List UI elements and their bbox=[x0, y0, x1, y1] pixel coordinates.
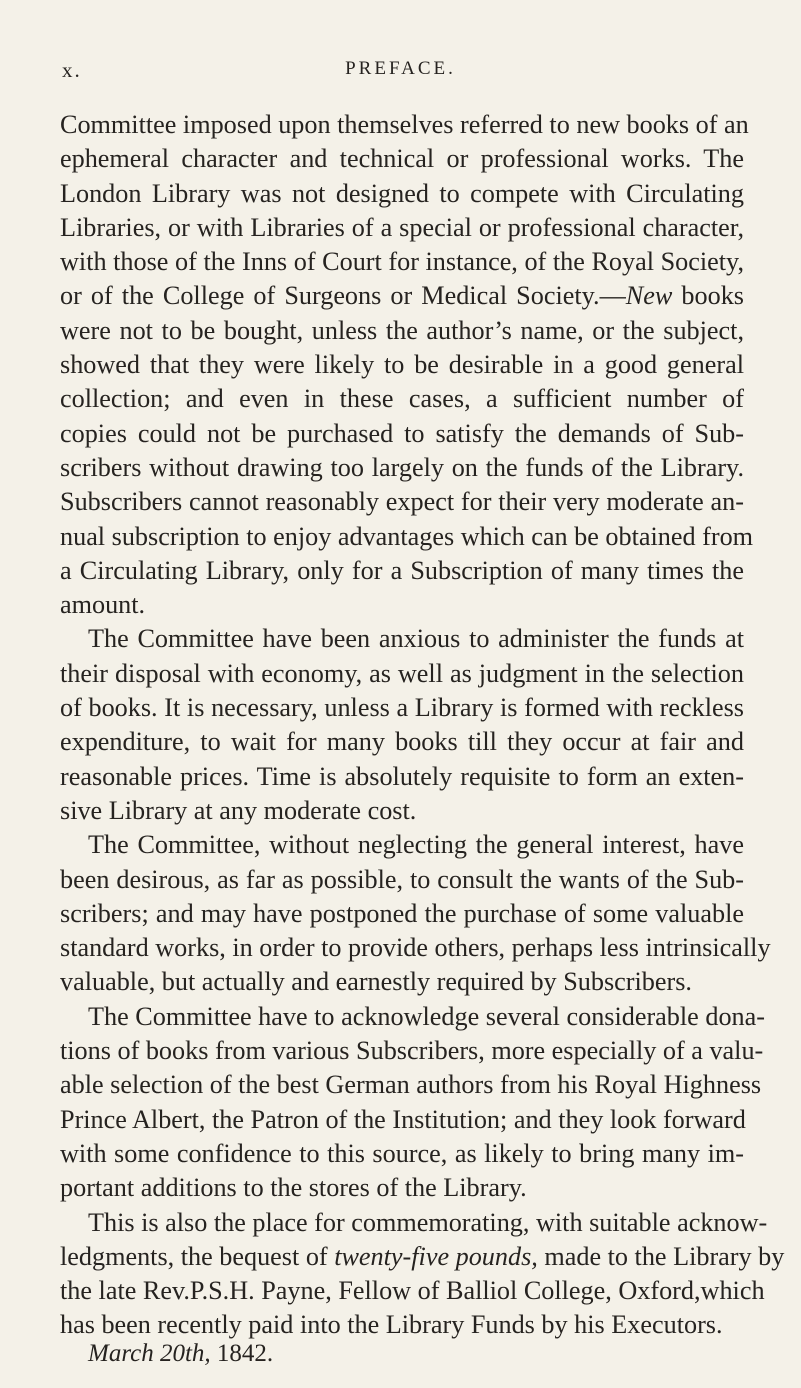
preface-body bbox=[60, 108, 785, 1343]
date-month-day: March 20th, bbox=[88, 1340, 211, 1367]
text-line: their disposal with economy, as well as judgment in the selection bbox=[60, 658, 744, 688]
text-line: been desirous, as far as possible, to consult the wants of the Sub- bbox=[60, 864, 744, 894]
text-line: collection; and even in these cases, a sufficient number of bbox=[60, 384, 744, 414]
text-line: a Circulating Library, only for a Subscription of many times the bbox=[60, 555, 744, 585]
text-line: nual subscription to enjoy advantages which can be obtained from bbox=[60, 521, 754, 551]
italic-phrase: New bbox=[625, 281, 673, 311]
text-line: tions of books from various Subscribers, more especially of a valu- bbox=[60, 1036, 764, 1066]
text-line: ledgments, the bequest of twenty-five pounds, made to the Library by bbox=[60, 1241, 785, 1271]
text-line: with some confidence to this source, as likely to bring many im- bbox=[60, 1138, 744, 1168]
text-line: showed that they were likely to be desirable in a good general bbox=[60, 350, 744, 380]
text-line: standard works, in order to provide others, perhaps less intrinsically bbox=[60, 933, 771, 963]
text-line: ephemeral character and technical or professional works. The bbox=[60, 144, 744, 174]
text-line: or of the College of Surgeons or Medical Society.—New books bbox=[60, 281, 744, 311]
date-line bbox=[88, 1340, 273, 1368]
running-head: PREFACE. bbox=[345, 58, 456, 79]
text-line: The Committee have to acknowledge several considerable dona- bbox=[88, 1001, 765, 1031]
text-line: copies could not be purchased to satisfy the demands of Sub- bbox=[60, 418, 744, 448]
text-line: has been recently paid into the Library Funds by his Executors. bbox=[60, 1310, 723, 1340]
date-year: 1842. bbox=[216, 1340, 274, 1367]
text-line: sive Library at any moderate cost. bbox=[60, 795, 417, 825]
text-line: London Library was not designed to compete with Circulating bbox=[60, 178, 744, 208]
text-line: amount. bbox=[60, 590, 146, 620]
text-line: Libraries, or with Libraries of a special or professional character, bbox=[60, 212, 744, 242]
page-number: x. bbox=[62, 58, 82, 82]
text-line: The Committee have been anxious to administer the funds at bbox=[88, 624, 744, 654]
text-line: expenditure, to wait for many books till they occur at fair and bbox=[60, 727, 744, 757]
text-line: valuable, but actually and earnestly required by Subscribers. bbox=[60, 967, 692, 997]
text-line: This is also the place for commemorating, with suitable acknow- bbox=[88, 1207, 768, 1237]
page-header bbox=[60, 58, 741, 88]
text-line: portant additions to the stores of the Library. bbox=[60, 1173, 527, 1203]
text-line: scribers; and may have postponed the purchase of some valuable bbox=[60, 898, 744, 928]
text-line: reasonable prices. Time is absolutely requisite to form an exten- bbox=[60, 761, 744, 791]
text-line: The Committee, without neglecting the general interest, have bbox=[88, 830, 744, 860]
italic-phrase: twenty-five pounds, bbox=[334, 1241, 538, 1271]
text-line: Subscribers cannot reasonably expect for their very moderate an- bbox=[60, 487, 744, 517]
text-line: were not to be bought, unless the author’s name, or the subject, bbox=[60, 315, 744, 345]
text-line: able selection of the best German authors from his Royal Highness bbox=[60, 1070, 762, 1100]
text-line: scribers without drawing too largely on the funds of the Library. bbox=[60, 452, 744, 482]
text-line: Committee imposed upon themselves referred to new books of an bbox=[60, 110, 749, 139]
text-line: of books. It is necessary, unless a Library is formed with reckless bbox=[60, 693, 744, 723]
text-line: with those of the Inns of Court for instance, of the Royal Society, bbox=[60, 247, 744, 277]
text-line: Prince Albert, the Patron of the Institution; and they look forward bbox=[60, 1104, 746, 1134]
text-line: the late Rev.P.S.H. Payne, Fellow of Balliol College, Oxford,which bbox=[60, 1276, 765, 1306]
